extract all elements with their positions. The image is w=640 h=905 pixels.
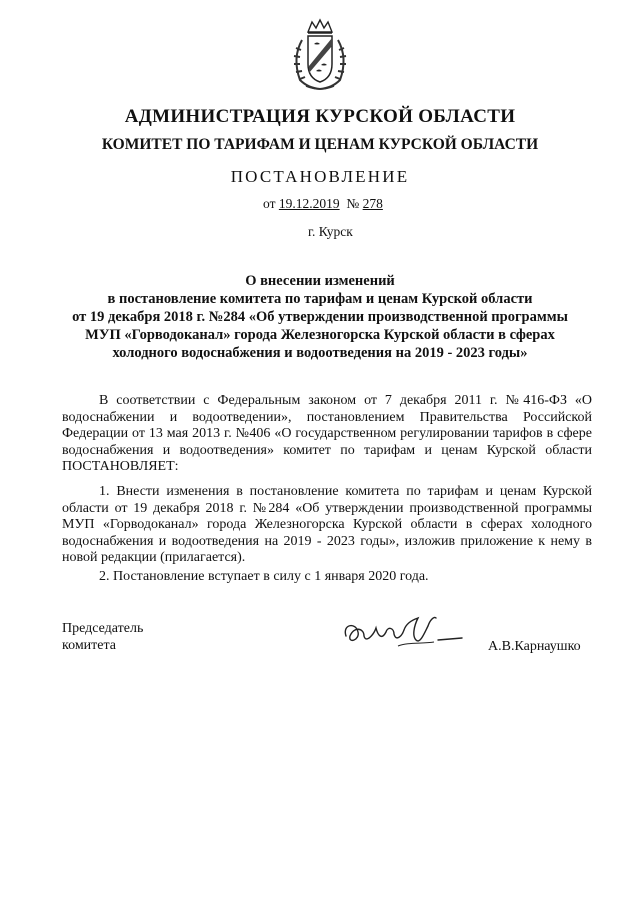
document-type: ПОСТАНОВЛЕНИЕ [230,167,410,186]
title-line: МУП «Горводоканал» города Железногорска Курской области в сферах [85,327,555,343]
city: г. Курск [308,224,353,239]
signer-name: А.В.Карнаушко [488,639,581,654]
resolution-item-2: 2. Постановление вступает в силу с 1 января 2020 года. [99,569,429,584]
date-number-line [263,196,383,212]
title-line: от 19 декабря 2018 г. №284 «Об утверждении производственной программы [72,309,568,325]
committee-heading: КОМИТЕТ ПО ТАРИФАМ И ЦЕНАМ КУРСКОЙ ОБЛАСТИ [101,136,539,153]
date-prefix: от [263,196,276,211]
title-line: холодного водоснабжения и водоотведения на 2019 - 2023 годы» [112,345,528,361]
title-line: в постановление комитета по тарифам и ценам Курской области [107,291,533,307]
number-prefix: № [346,196,360,211]
coat-of-arms-icon [288,18,352,92]
title-line: О внесении изменений [245,273,395,289]
administration-heading: АДМИНИСТРАЦИЯ КУРСКОЙ ОБЛАСТИ [124,106,516,127]
document-date: 19.12.2019 [278,196,340,211]
document-title [0,272,640,362]
document-number: 278 [362,196,383,211]
signer-position-line: Председатель [62,621,144,636]
preamble-paragraph: В соответствии с Федеральным законом от 7 декабря 2011 г. №416-ФЗ «О водоснабжении и водоотведении», постановлением Правительства Российской Федерации от 13 мая 2013 г. №406 «О государственном регулировании тарифов в сфере водоснабжения и водоотведения» комитет по тарифам и ценам Курской области ПОСТАНОВЛЯЕТ: [62,393,592,474]
signer-position [62,620,143,654]
handwritten-signature [338,606,466,654]
resolution-item-1: 1. Внести изменения в постановление комитета по тарифам и ценам Курской области от 19 декабря 2018 г. №284 «Об утверждении производственной программы МУП «Горводоканал» города Железногорска Курской области в сферах холодного водоснабжения и водоотведения на 2019 - 2023 годы», изложив приложение к нему в новой редакции (прилагается). [62,484,592,565]
signer-position-line: комитета [62,638,117,653]
